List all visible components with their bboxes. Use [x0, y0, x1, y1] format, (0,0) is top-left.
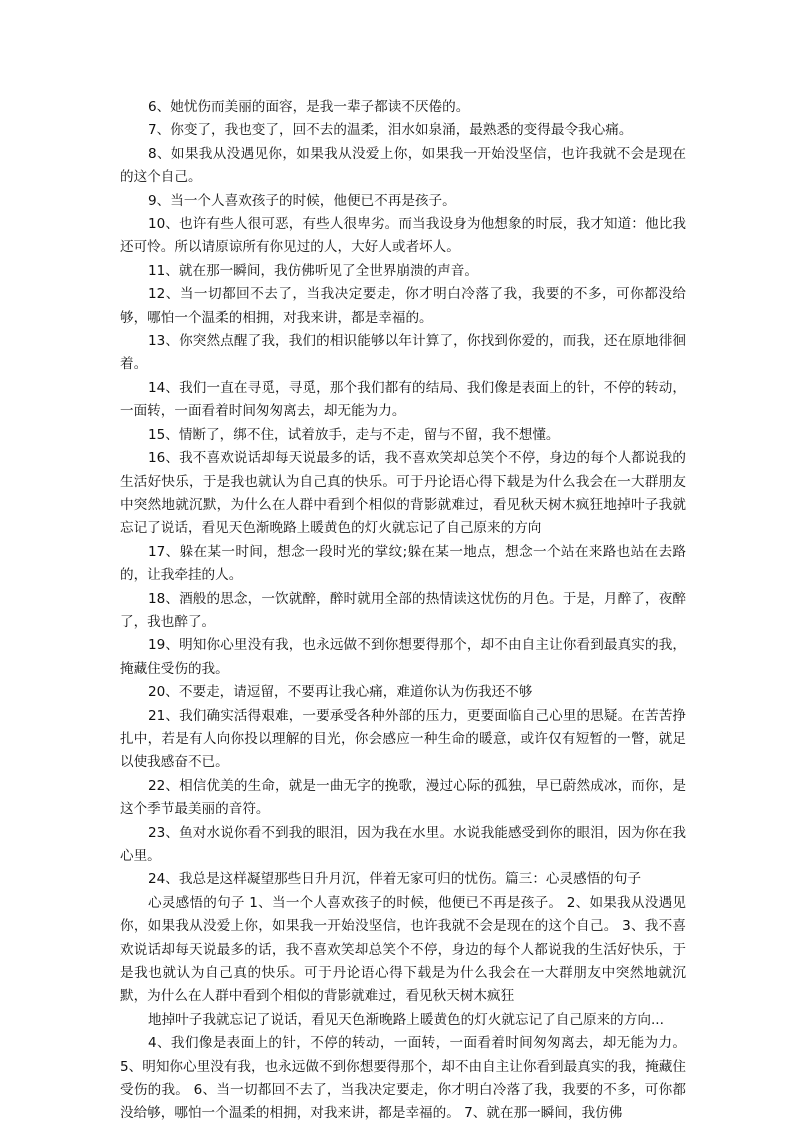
- paragraph: 9、当一个人喜欢孩子的时候，他便已不再是孩子。: [148, 192, 456, 209]
- paragraph: 20、不要走，请逗留，不要再让我心痛，难道你认为伤我还不够: [148, 684, 533, 701]
- paragraph: 13、你突然点醒了我，我们的相识能够以年计算了，你找到你爱的，而我，还在原地徘徊着。: [120, 333, 686, 373]
- paragraph: 23、鱼对水说你看不到我的眼泪，因为我在水里。水说我能感受到你的眼泪，因为你在我心里。: [120, 824, 686, 864]
- paragraph: 心灵感悟的句子 1、当一个人喜欢孩子的时候，他便已不再是孩子。 2、如果我从没遇见你，如果我从没爱上你，如果我一开始没坚信，也许我就不会是现在的这个自己。 3、我不喜欢说话却每天说最多的话，我不喜欢笑却总笑个不停，身边的每个人都说我的生活好快乐，于是我也就认为自己真的快乐。可于丹论语心得下载是为什么我会在一大群朋友中突然地就沉默，为什么在人群中看到个相似的背影就难过，看见秋天树木疯狂: [120, 894, 686, 1005]
- paragraph: 10、也许有些人很可恶，有些人很卑劣。而当我设身为他想象的时辰，我才知道：他比我还可怜。所以请原谅所有你见过的人，大好人或者坏人。: [120, 216, 686, 256]
- paragraph: 21、我们确实活得艰难，一要承受各种外部的压力，更要面临自己心里的思疑。在苦苦挣扎中，若是有人向你投以理解的目光，你会感应一种生命的暖意，或许仅有短暂的一瞥，就足以使我感奋不已。: [120, 707, 686, 771]
- paragraph: 14、我们一直在寻觅，寻觅，那个我们都有的结局、我们像是表面上的针，不停的转动，一面转，一面看着时间匆匆离去，却无能为力。: [120, 379, 686, 420]
- paragraph: 12、当一切都回不去了，当我决定要走，你才明白冷落了我，我要的不多，可你都没给够，哪怕一个温柔的相拥，对我来讲，都是幸福的。: [120, 286, 686, 326]
- paragraph: 16、我不喜欢说话却每天说最多的话，我不喜欢笑却总笑个不停，身边的每个人都说我的生活好快乐，于是我也就认为自己真的快乐。可于丹论语心得下载是为什么我会在一大群朋友中突然地就沉默，为什么在人群中看到个相似的背影就难过，看见秋天树木疯狂地掉叶子我就忘记了说话，看见天色渐晚路上暖黄色的灯火就忘记了自己原来的方向: [120, 450, 686, 537]
- paragraph: 7、你变了，我也变了，回不去的温柔，泪水如泉涌，最熟悉的变得最令我心痛。: [148, 122, 633, 139]
- document-page: [120, 96, 686, 1126]
- paragraph: 17、躲在某一时间，想念一段时光的掌纹;躲在某一地点，想念一个站在来路也站在去路的，让我牵挂的人。: [120, 543, 686, 584]
- paragraph: 18、酒般的思念，一饮就醉，醉时就用全部的热情读这忧伤的月色。于是，月醉了，夜醉了，我也醉了。: [120, 590, 686, 630]
- paragraph: 24、我总是这样凝望那些日升月沉，伴着无家可归的忧伤。篇三：心灵感悟的句子: [148, 871, 642, 888]
- paragraph: 11、就在那一瞬间，我仿佛听见了全世界崩溃的声音。: [148, 262, 478, 279]
- paragraph: 8、如果我从没遇见你，如果我从没爱上你，如果我一开始没坚信，也许我就不会是现在的这个自己。: [120, 145, 686, 186]
- paragraph: 19、明知你心里没有我，也永远做不到你想要得那个，却不由自主让你看到最真实的我，掩藏住受伤的我。: [120, 637, 686, 677]
- paragraph: 15、情断了，绑不住，试着放手，走与不走，留与不留，我不想懂。: [148, 426, 560, 443]
- paragraph: 6、她忧伤而美丽的面容，是我一辈子都读不厌倦的。: [148, 99, 470, 115]
- paragraph: 4、我们像是表面上的针，不停的转动，一面转，一面看着时间匆匆离去，却无能为力。5、明知你心里没有我，也永远做不到你想要得那个，却不由自主让你看到最真实的我，掩藏住受伤的我。 6、当一切都回不去了，当我决定要走，你才明白冷落了我，我要的不多，可你都没给够，哪怕一个温柔的相拥，对我来讲，都是幸福的。 7、就在那一瞬间，我仿佛: [120, 1035, 686, 1122]
- paragraph: 22、相信优美的生命，就是一曲无字的挽歌，漫过心际的孤独，早已蔚然成冰，而你，是这个季节最美丽的音符。: [120, 777, 686, 818]
- paragraph: 地掉叶子我就忘记了说话，看见天色渐晚路上暖黄色的灯火就忘记了自己原来的方向...: [148, 1011, 664, 1028]
